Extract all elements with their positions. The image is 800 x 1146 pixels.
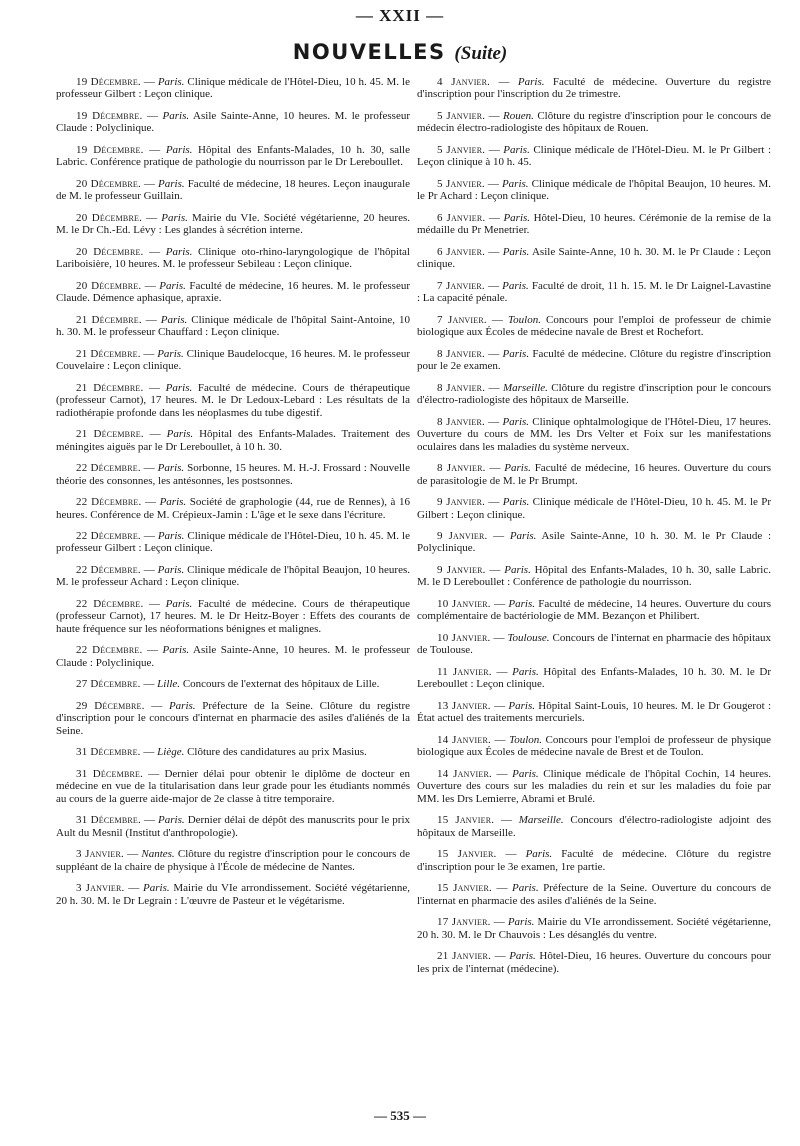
entry-date: 3 Janvier. <box>76 882 125 895</box>
news-entry: 17 Janvier. — Paris. Mairie du VIe arrondissement. Société végétarienne, 20 h. 30. M. le Dr Chauvois : Les désanglés du ventre. <box>417 916 772 941</box>
entry-text: Clinique ophtalmologique de l'Hôtel-Dieu, 17 heures. Ouverture du cours de MM. les Drs Velter et Foix sur les manifestations oculaires dans les maladies du système nerveux. <box>417 415 771 453</box>
entry-place: Paris. <box>158 177 185 190</box>
entry-text: Clinique médicale de l'hôpital Cochin, 14 heures. Ouverture des cours sur les maladies du rein et sur les maladies du foie par MM. les Drs Lemierre, Abrami et Brulé. <box>417 768 772 805</box>
entry-date: 22 Décembre. <box>76 598 144 611</box>
entry-text: Concours pour l'emploi de professeur de physique biologique aux Écoles de médecine navale de Brest et de Toulon. <box>417 734 772 759</box>
entry-place: Paris. <box>157 564 185 577</box>
entry-date: 31 Décembre. <box>76 768 144 781</box>
entry-place: Paris. <box>502 496 530 509</box>
entry-date: 14 Janvier. <box>437 768 492 781</box>
entry-text: Faculté de médecine, 18 heures. Leçon inaugurale de M. le professeur Guillain. <box>56 177 411 203</box>
entry-text: Faculté de médecine, 14 heures. Ouverture du cours complémentaire de bactériologie de MM. Bezançon et Philibert. <box>417 598 771 623</box>
entry-date: 21 Décembre. <box>76 313 142 326</box>
entry-place: Toulouse. <box>507 632 550 645</box>
news-entry: 15 Janvier. — Paris. Faculté de médecine. Clôture du registre d'inscription pour le 3e examen, 1re partie. <box>417 848 771 873</box>
news-entry: 22 Décembre. — Paris. Sorbonne, 15 heures. M. H.-J. Frossard : Nouvelle théorie des consonnes, les antésonnes, les postsonnes. <box>56 462 410 487</box>
entry-date: 5 Janvier. <box>437 109 486 122</box>
entry-text: Faculté de médecine. Ouverture du registre d'inscription pour l'inscription du 2e trimestre. <box>417 76 772 101</box>
entry-text: Clôture du registre d'inscription pour le concours d'électro-radiologiste des hôpitaux de Marseille. <box>417 381 772 407</box>
entry-date: 20 Décembre. <box>76 245 144 258</box>
entry-date: 3 Janvier. <box>76 848 124 861</box>
news-entry: 22 Décembre. — Paris. Clinique médicale de l'Hôtel-Dieu, 10 h. 45. M. le professeur Gilbert : Leçon clinique. <box>56 530 410 555</box>
news-entry: 31 Décembre. — Paris. Dernier délai de dépôt des manuscrits pour le prix Ault du Mesnil (Institut d'anthropologie). <box>56 814 411 839</box>
entry-text: Hôpital Saint-Louis, 10 heures. M. le Dr Gougerot : État actuel des traitements mercuriels. <box>417 700 771 725</box>
entry-place: Paris. <box>504 462 531 475</box>
section-title-text: NOUVELLES <box>292 40 446 64</box>
news-entry: 21 Décembre. — Paris. Clinique Baudelocque, 16 heures. M. le professeur Couvelaire : Leçon clinique. <box>56 347 410 373</box>
entry-text: Clinique médicale de l'Hôtel-Dieu, 10 h. 45. M. le Pr Gilbert : Leçon clinique. <box>417 496 771 521</box>
entry-place: Paris. <box>502 415 530 428</box>
entry-date: 9 Janvier. <box>437 496 486 509</box>
entry-text: Hôtel-Dieu, 10 heures. Cérémonie de la remise de la médaille du Pr Menetrier. <box>417 211 771 237</box>
news-entry: 22 Décembre. — Paris. Clinique médicale de l'hôpital Beaujon, 10 heures. M. le professeur Achard : Leçon clinique. <box>56 564 410 589</box>
entry-date: 21 Décembre. <box>76 381 144 394</box>
entry-place: Paris. <box>159 279 186 292</box>
entry-date: 22 Décembre. <box>76 530 141 543</box>
news-entry: 3 Janvier. — Paris. Mairie du VIe arrondissement. Société végétarienne, 20 h. 30. M. le Dr Legrain : L'œuvre de Pasteur et le végétarisme. <box>56 882 411 907</box>
entry-text: Clinique médicale de l'Hôtel-Dieu. M. le Pr Gilbert : Leçon clinique à 10 h. 45. <box>417 143 772 169</box>
news-entry: 8 Janvier. — Marseille. Clôture du registre d'inscription pour le concours d'électro-radiologiste des hôpitaux de Marseille. <box>417 381 772 407</box>
entry-place: Paris. <box>168 700 196 713</box>
entry-date: 31 Décembre. <box>76 814 141 827</box>
entry-place: Paris. <box>501 177 529 190</box>
entry-date: 20 Décembre. <box>76 177 141 190</box>
entry-place: Toulon. <box>508 313 541 326</box>
news-entry: 7 Janvier. — Toulon. Concours pour l'emploi de professeur de chimie biologique aux Écoles de médecine navale de Brest et Rochefort. <box>417 313 772 339</box>
entry-text: Dernier délai de dépôt des manuscrits pour le prix Ault du Mesnil (Institut d'anthropologie). <box>56 814 411 839</box>
news-entry: 8 Janvier. — Paris. Faculté de médecine, 16 heures. Ouverture du cours de parasitologie de M. le Pr Brumpt. <box>417 462 772 487</box>
entry-text: Concours de l'externat des hôpitaux de Lille. <box>180 678 380 691</box>
entry-place: Paris. <box>162 644 190 657</box>
entry-text: Faculté de médecine. Clôture du registre d'inscription pour le 3e examen, 1re partie. <box>417 848 771 873</box>
entry-place: Paris. <box>157 347 184 360</box>
news-entry: 9 Janvier. — Paris. Hôpital des Enfants-Malades, 10 h. 30, salle Labric. M. le D Lereboullet : Conférence de pathologie du nourrisson. <box>417 564 771 589</box>
entry-text: Concours de l'internat en pharmacie des hôpitaux de Toulouse. <box>417 632 772 657</box>
entry-text: Clinique Baudelocque, 16 heures. M. le professeur Couvelaire : Leçon clinique. <box>56 347 410 373</box>
entry-place: Paris. <box>512 768 539 781</box>
entry-text: Clinique médicale de l'Hôtel-Dieu, 10 h. 45. M. le professeur Gilbert : Leçon clinique. <box>56 530 410 555</box>
entry-date: 17 Janvier. <box>437 916 491 929</box>
entry-date: 8 Janvier. <box>437 462 486 475</box>
entry-date: 6 Janvier. <box>437 245 486 258</box>
entry-place: Paris. <box>143 882 170 895</box>
entry-date: 11 Janvier. <box>437 666 492 679</box>
entry-date: 29 Décembre. <box>76 700 145 713</box>
news-entry: 31 Décembre. — Dernier délai pour obtenir le diplôme de docteur en médecine en vue de la titularisation dans leur grade pour les étudiants nommés au cours de la guerre aide-major de 2e classe à titre temporaire. <box>56 768 411 805</box>
section-title-suffix: (Suite) <box>454 43 508 64</box>
entry-text: Asile Sainte-Anne, 10 h. 30. M. le Pr Claude : Polyclinique. <box>417 530 772 555</box>
entry-date: 22 Décembre. <box>76 644 143 657</box>
news-entry: 5 Janvier. — Paris. Clinique médicale de l'Hôtel-Dieu. M. le Pr Gilbert : Leçon clinique à 10 h. 45. <box>417 143 772 169</box>
entry-place: Paris. <box>508 598 535 611</box>
entry-date: 19 Décembre. <box>76 109 143 122</box>
entry-text: Faculté de médecine. Cours de thérapeutique (professeur Carnot), 17 heures. M. le Dr Ledoux-Lebard : Les résultats de la radiothérapie profonde dans les néoplasmes du tube digestif. <box>56 381 410 419</box>
entry-place: Paris. <box>509 530 537 543</box>
news-entry: 31 Décembre. — Liège. Clôture des candidatures au prix Masius. <box>76 746 367 759</box>
entry-place: Paris. <box>504 564 531 577</box>
entry-text: Hôpital des Enfants-Malades, 10 h. 30, salle Labric. M. le D Lereboullet : Conférence de pathologie du nourrisson. <box>417 564 771 589</box>
left-column <box>56 76 410 916</box>
entry-date: 5 Janvier. <box>437 143 486 156</box>
entry-place: Paris. <box>525 848 553 861</box>
news-entry: 11 Janvier. — Paris. Hôpital des Enfants-Malades, 10 h. 30. M. le Dr Lereboullet : Leçon clinique. <box>417 666 772 691</box>
news-entry: 6 Janvier. — Paris. Asile Sainte-Anne, 10 h. 30. M. le Pr Claude : Leçon clinique. <box>417 245 772 271</box>
entry-date: 21 Décembre. <box>76 428 144 441</box>
entry-text: Mairie du VIe. Société végétarienne, 20 heures. M. le Dr Ch.-Ed. Lévy : Les glandes à sécrétion interne. <box>56 211 410 237</box>
entry-place: Paris. <box>157 76 185 88</box>
entry-text: Préfecture de la Seine. Ouverture du concours de l'internat en pharmacie des asiles d'aliénés de la Seine. <box>417 882 772 907</box>
entry-text: Mairie du VIe arrondissement. Société végétarienne, 20 h. 30. M. le Dr Chauvois : Les désanglés du ventre. <box>417 916 772 941</box>
news-entry: 5 Janvier. — Rouen. Clôture du registre d'inscription pour le concours de médecin électro-radiologiste des hôpitaux de Rouen. <box>417 109 772 135</box>
entry-date: 10 Janvier. <box>437 632 491 645</box>
entry-date: 8 Janvier. <box>437 347 485 360</box>
entry-date: 22 Décembre. <box>76 462 141 475</box>
entry-text: Concours pour l'emploi de professeur de chimie biologique aux Écoles de médecine navale de Brest et Rochefort. <box>417 313 772 339</box>
entry-date: 20 Décembre. <box>76 211 143 224</box>
entry-place: Paris. <box>158 814 185 827</box>
entry-date: 15 Janvier. <box>437 848 497 861</box>
roman-page-number: — XXII — <box>355 6 445 25</box>
entry-date: 20 Décembre. <box>76 279 142 292</box>
news-entry: 10 Janvier. — Toulouse. Concours de l'internat en pharmacie des hôpitaux de Toulouse. <box>417 632 772 657</box>
entry-text: Asile Sainte-Anne, 10 heures. M. le professeur Claude : Polyclinique. <box>56 644 410 669</box>
entry-date: 8 Janvier. <box>437 415 485 428</box>
news-entry: 22 Décembre. — Paris. Société de graphologie (44, rue de Rennes), à 16 heures. Conférence de M. Crépieux-Jamin : L'âge et le sexe dans l'écriture. <box>56 496 410 521</box>
news-entry: 29 Décembre. — Paris. Préfecture de la Seine. Clôture du registre d'inscription pour le concours d'internat en pharmacie des asiles d'aliénés de la Seine. <box>56 700 410 737</box>
entry-place: Paris. <box>502 347 530 360</box>
news-entry: 5 Janvier. — Paris. Clinique médicale de l'hôpital Beaujon, 10 heures. M. le Pr Achard : Leçon clinique. <box>417 177 771 203</box>
news-entry: 19 Décembre. — Paris. Asile Sainte-Anne, 10 heures. M. le professeur Claude : Polyclinique. <box>56 109 410 135</box>
entry-text: Clinique médicale de l'hôpital Beaujon, 10 heures. M. le professeur Achard : Leçon clinique. <box>56 564 410 589</box>
entry-text: Dernier délai pour obtenir le diplôme de docteur en médecine en vue de la titularisation dans leur grade pour les étudiants nommés au cours de la guerre aide-major de 2e classe à titre temporaire. <box>56 768 411 805</box>
entry-text: Faculté de médecine. Cours de thérapeutique (professeur Carnot), 17 heures. M. le Dr Heitz-Boyer : Effets des courants de haute fréquence sur les néoformations bénignes et malignes. <box>56 598 410 635</box>
entry-date: 31 Décembre. <box>76 746 141 759</box>
entry-text: Sorbonne, 15 heures. M. H.-J. Frossard : Nouvelle théorie des consonnes, les antésonnes, les postsonnes. <box>56 462 410 487</box>
entry-place: Paris. <box>159 496 187 509</box>
news-entry: 20 Décembre. — Paris. Clinique oto-rhino-laryngologique de l'hôpital Lariboisière, 10 heures. M. le professeur Sebileau : Leçon clinique. <box>56 245 410 271</box>
entry-date: 9 Janvier. <box>437 530 488 543</box>
entry-text: Clinique médicale de l'hôpital Saint-Antoine, 10 h. 30. M. le professeur Chauffard : Leçon clinique. <box>56 313 410 339</box>
right-column <box>417 76 771 984</box>
entry-date: 9 Janvier. <box>437 564 486 577</box>
news-entry: 8 Janvier. — Paris. Faculté de médecine. Clôture du registre d'inscription pour le 2e examen. <box>417 347 771 373</box>
entry-text: Hôtel-Dieu, 16 heures. Ouverture du concours pour les prix de l'internat (médecine). <box>417 950 772 975</box>
news-entry: 6 Janvier. — Paris. Hôtel-Dieu, 10 heures. Cérémonie de la remise de la médaille du Pr Menetrier. <box>417 211 771 237</box>
news-entry: 13 Janvier. — Paris. Hôpital Saint-Louis, 10 heures. M. le Dr Gougerot : État actuel des traitements mercuriels. <box>417 700 771 725</box>
news-entry: 22 Décembre. — Paris. Asile Sainte-Anne, 10 heures. M. le professeur Claude : Polyclinique. <box>56 644 410 669</box>
news-entry: 19 Décembre. — Paris. Clinique médicale de l'Hôtel-Dieu, 10 h. 45. M. le professeur Gilbert : Leçon clinique. <box>56 76 410 101</box>
entry-date: 22 Décembre. <box>76 564 141 577</box>
entry-place: Lille. <box>157 678 181 691</box>
news-entry: 19 Décembre. — Paris. Hôpital des Enfants-Malades, 10 h. 30, salle Labric. Conférence pratique de pathologie du nourrisson par le Dr Lereboullet. <box>56 143 410 169</box>
entry-date: 13 Janvier. <box>437 700 491 713</box>
news-entry: 21 Décembre. — Paris. Hôpital des Enfants-Malades. Traitement des méningites aiguës par le Dr Lereboullet, à 10 h. 30. <box>56 428 410 453</box>
entry-text: Faculté de médecine, 16 heures. Ouverture du cours de parasitologie de M. le Pr Brumpt. <box>417 462 772 487</box>
news-entry: 21 Décembre. — Paris. Clinique médicale de l'hôpital Saint-Antoine, 10 h. 30. M. le professeur Chauffard : Leçon clinique. <box>56 313 410 339</box>
entry-place: Paris. <box>165 245 193 258</box>
entry-date: 7 Janvier. <box>437 313 487 326</box>
entry-date: 5 Janvier. <box>437 177 485 190</box>
section-title <box>0 40 800 65</box>
entry-text: Asile Sainte-Anne, 10 heures. M. le professeur Claude : Polyclinique. <box>56 109 410 135</box>
entry-date: 21 Décembre. <box>76 347 141 360</box>
entry-date: 8 Janvier. <box>437 381 486 394</box>
entry-date: 15 Janvier. <box>437 814 495 827</box>
entry-text: Mairie du VIe arrondissement. Société végétarienne, 20 h. 30. M. le Dr Legrain : L'œuvre de Pasteur et le végétarisme. <box>56 882 411 907</box>
entry-place: Paris. <box>161 211 188 224</box>
news-entry: 20 Décembre. — Paris. Faculté de médecine, 16 heures. M. le professeur Claude. Démence aphasique, apraxie. <box>56 279 410 305</box>
entry-text: Asile Sainte-Anne, 10 h. 30. M. le Pr Claude : Leçon clinique. <box>417 245 772 271</box>
entry-place: Paris. <box>165 143 193 156</box>
entry-text: Clinique oto-rhino-laryngologique de l'hôpital Lariboisière, 10 heures. M. le professeur Sebileau : Leçon clinique. <box>56 245 410 271</box>
entry-place: Paris. <box>162 109 190 122</box>
entry-place: Paris. <box>157 462 185 475</box>
news-entry: 15 Janvier. — Paris. Préfecture de la Seine. Ouverture du concours de l'internat en pharmacie des asiles d'aliénés de la Seine. <box>417 882 772 907</box>
entry-place: Paris. <box>502 279 529 292</box>
news-entry: 4 Janvier. — Paris. Faculté de médecine. Ouverture du registre d'inscription pour l'inscription du 2e trimestre. <box>417 76 772 101</box>
news-entry: 10 Janvier. — Paris. Faculté de médecine, 14 heures. Ouverture du cours complémentaire de bactériologie de MM. Bezançon et Philibert. <box>417 598 771 623</box>
entry-place: Paris. <box>160 313 188 326</box>
entry-place: Rouen. <box>503 109 534 122</box>
entry-place: Paris. <box>502 245 530 258</box>
news-entry: 9 Janvier. — Paris. Asile Sainte-Anne, 10 h. 30. M. le Pr Claude : Polyclinique. <box>417 530 772 555</box>
entry-place: Paris. <box>508 700 535 713</box>
entry-place: Paris. <box>165 598 193 611</box>
entry-place: Liège. <box>157 746 185 759</box>
entry-place: Nantes. <box>141 848 175 861</box>
entry-text: Hôpital des Enfants-Malades. Traitement des méningites aiguës par le Dr Lereboullet, à 10 h. 30. <box>56 428 410 453</box>
entry-text: Hôpital des Enfants-Malades, 10 h. 30. M. le Dr Lereboullet : Leçon clinique. <box>417 666 772 691</box>
entry-place: Paris. <box>157 530 185 543</box>
news-entry: 15 Janvier. — Marseille. Concours d'électro-radiologiste adjoint des hôpitaux de Marseille. <box>417 814 771 839</box>
entry-text: Clôture du registre d'inscription pour le concours de suppléant de la chaire de physique à l'École de médecine de Nantes. <box>56 848 410 873</box>
entry-place: Paris. <box>503 211 531 224</box>
entry-text: Faculté de droit, 11 h. 15. M. le Dr Laignel-Lavastine : La capacité pénale. <box>417 279 772 305</box>
entry-place: Toulon. <box>509 734 543 747</box>
news-entry: 21 Décembre. — Paris. Faculté de médecine. Cours de thérapeutique (professeur Carnot), 17 heures. M. le Dr Ledoux-Lebard : Les résultats de la radiothérapie profonde dans les néoplasmes du tube digestif. <box>56 381 410 419</box>
entry-text: Clinique médicale de l'Hôtel-Dieu, 10 h. 45. M. le professeur Gilbert : Leçon clinique. <box>56 76 410 101</box>
news-entry: 27 Décembre. — Lille. Concours de l'externat des hôpitaux de Lille. <box>76 678 380 691</box>
entry-place: Paris. <box>509 950 536 963</box>
news-entry: 14 Janvier. — Toulon. Concours pour l'emploi de professeur de physique biologique aux Écoles de médecine navale de Brest et de Toulon. <box>417 734 772 759</box>
entry-date: 4 Janvier. <box>437 76 491 88</box>
entry-place: Paris. <box>511 882 539 895</box>
entry-place: Marseille. <box>518 814 564 827</box>
news-entry: 21 Janvier. — Paris. Hôtel-Dieu, 16 heures. Ouverture du concours pour les prix de l'internat (médecine). <box>417 950 772 975</box>
entry-text: Hôpital des Enfants-Malades, 10 h. 30, salle Labric. Conférence pratique de pathologie du nourrisson par le Dr Lereboullet. <box>56 143 410 169</box>
news-entry: 20 Décembre. — Paris. Faculté de médecine, 18 heures. Leçon inaugurale de M. le professeur Guillain. <box>56 177 411 203</box>
news-entry: 20 Décembre. — Paris. Mairie du VIe. Société végétarienne, 20 heures. M. le Dr Ch.-Ed. Lévy : Les glandes à sécrétion interne. <box>56 211 410 237</box>
entry-place: Paris. <box>166 428 194 441</box>
entry-date: 6 Janvier. <box>437 211 486 224</box>
entry-text: Faculté de médecine. Clôture du registre d'inscription pour le 2e examen. <box>417 347 771 373</box>
entry-text: Clinique médicale de l'hôpital Beaujon, 10 heures. M. le Pr Achard : Leçon clinique. <box>417 177 771 203</box>
entry-date: 15 Janvier. <box>437 882 492 895</box>
entry-place: Paris. <box>512 666 539 679</box>
entry-date: 22 Décembre. <box>76 496 142 509</box>
entry-date: 10 Janvier. <box>437 598 491 611</box>
news-entry: 7 Janvier. — Paris. Faculté de droit, 11 h. 15. M. le Dr Laignel-Lavastine : La capacité pénale. <box>417 279 772 305</box>
entry-place: Marseille. <box>502 381 548 394</box>
entry-text: Clôture des candidatures au prix Masius. <box>184 746 367 759</box>
entry-date: 19 Décembre. <box>76 143 144 156</box>
news-entry: 3 Janvier. — Nantes. Clôture du registre d'inscription pour le concours de suppléant de la chaire de physique à l'École de médecine de Nantes. <box>56 848 410 873</box>
entry-text: Société de graphologie (44, rue de Rennes), à 16 heures. Conférence de M. Crépieux-Jamin : L'âge et le sexe dans l'écriture. <box>56 496 410 521</box>
entry-date: 21 Janvier. <box>437 950 492 963</box>
entry-place: Paris. <box>503 143 530 156</box>
entry-place: Paris. <box>517 76 545 88</box>
entry-date: 7 Janvier. <box>437 279 485 292</box>
news-entry: 14 Janvier. — Paris. Clinique médicale de l'hôpital Cochin, 14 heures. Ouverture des cours sur les maladies du rein et sur les maladies du foie par MM. les Drs Lemierre, Abrami et Brulé. <box>417 768 772 805</box>
entry-text: Concours d'électro-radiologiste adjoint des hôpitaux de Marseille. <box>417 814 771 839</box>
page-number: — 535 — <box>374 1108 426 1123</box>
news-entry: 22 Décembre. — Paris. Faculté de médecine. Cours de thérapeutique (professeur Carnot), 17 heures. M. le Dr Heitz-Boyer : Effets des courants de haute fréquence sur les néoformations bénignes et malignes. <box>56 598 410 635</box>
entry-date: 27 Décembre. <box>76 678 141 691</box>
entry-date: 19 Décembre. <box>76 76 141 88</box>
news-entry: 9 Janvier. — Paris. Clinique médicale de l'Hôtel-Dieu, 10 h. 45. M. le Pr Gilbert : Leçon clinique. <box>417 496 771 521</box>
entry-text: Faculté de médecine, 16 heures. M. le professeur Claude. Démence aphasique, apraxie. <box>56 279 410 305</box>
news-entry: 8 Janvier. — Paris. Clinique ophtalmologique de l'Hôtel-Dieu, 17 heures. Ouverture du cours de MM. les Drs Velter et Foix sur les manifestations oculaires dans les maladies du système nerveux. <box>417 415 771 453</box>
entry-date: 14 Janvier. <box>437 734 491 747</box>
entry-place: Paris. <box>507 916 535 929</box>
entry-text: Clôture du registre d'inscription pour le concours de médecin électro-radiologiste des hôpitaux de Rouen. <box>417 109 772 135</box>
entry-text: Préfecture de la Seine. Clôture du registre d'inscription pour le concours d'internat en pharmacie des asiles d'aliénés de la Seine. <box>56 700 410 737</box>
entry-place: Paris. <box>165 381 193 394</box>
